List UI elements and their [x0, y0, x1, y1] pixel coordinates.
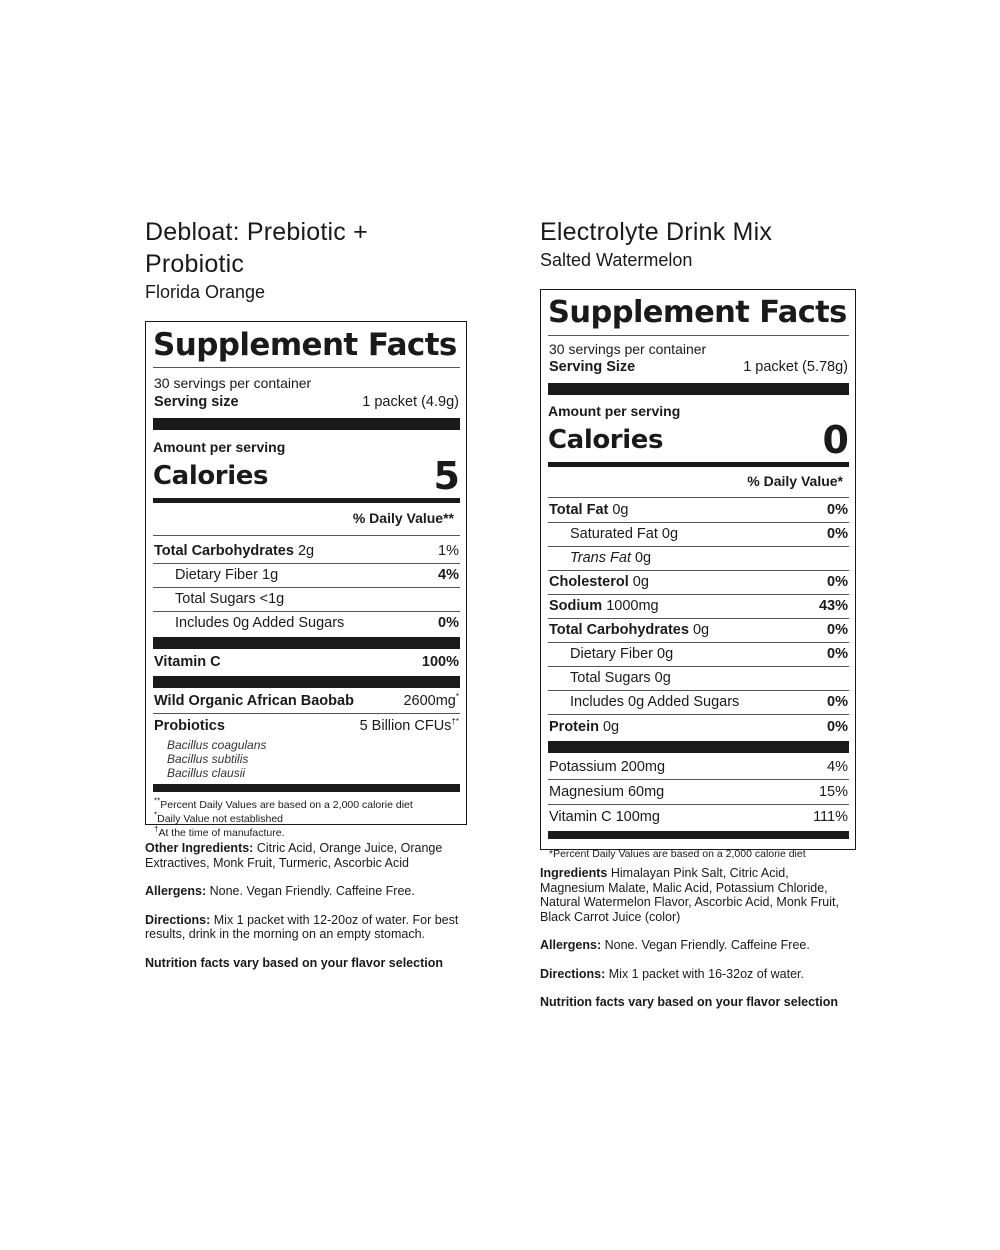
calories-label: Calories [153, 461, 269, 491]
nutrient-dv: 0% [827, 694, 848, 710]
calories-label: Calories [548, 425, 664, 455]
thick-divider [153, 637, 460, 649]
nutrient-name: Total Sugars [570, 670, 651, 686]
mineral-dv: 111% [813, 809, 848, 825]
probiotics-row [153, 715, 460, 738]
supplement-facts-title: Supplement Facts [548, 295, 847, 330]
nutrient-name: Protein [549, 719, 599, 735]
allergens [145, 884, 467, 899]
servings-per-container: 30 servings per container [154, 375, 312, 391]
daily-value-header: % Daily Value** [352, 510, 454, 526]
nutrient-name: Includes 0g Added Sugars [175, 615, 345, 631]
medium-divider [153, 498, 460, 503]
thick-divider [548, 741, 849, 753]
debloat-product-column [145, 216, 467, 984]
detail-label: Allergens: [145, 884, 207, 898]
detail-text: Mix 1 packet with 16-32oz of water. [605, 966, 805, 981]
ingredient-amount: 2600mg [403, 693, 456, 709]
detail-label: Directions: [145, 912, 211, 927]
nutrient-amount: <1g [255, 591, 285, 607]
nutrient-amount: 0g [608, 502, 629, 518]
thick-divider [153, 676, 460, 688]
servings-per-container: 30 servings per container [549, 341, 707, 357]
nutrient-amount: 0g [653, 646, 674, 662]
nutrient-row [548, 716, 849, 739]
nutrient-row [548, 523, 849, 547]
footnote [153, 798, 460, 812]
thick-divider [153, 418, 460, 430]
detail-text: None. Vegan Friendly. Caffeine Free. [601, 938, 810, 952]
nutrient-name: Total Sugars [175, 591, 256, 607]
footnote-mark: †* [451, 717, 459, 727]
nutrient-name: Trans Fat [570, 550, 631, 566]
nutrient-row [153, 564, 460, 588]
nutrient-amount: 2g [293, 543, 315, 559]
serving-size-label: Serving Size [549, 359, 636, 375]
nutrient-row [548, 547, 849, 571]
nutrient-dv: 4% [438, 567, 459, 583]
detail-text: Citric Acid, Orange Juice, Orange Extractives, Monk Fruit, Turmeric, Ascorbic Acid [145, 841, 443, 870]
mineral-name: Magnesium 60mg [549, 784, 665, 800]
thick-divider [548, 831, 849, 839]
nutrient-name: Total Fat [549, 502, 609, 518]
nutrient-dv: 43% [818, 598, 848, 614]
mineral-dv: 4% [827, 759, 848, 775]
nutrient-row [548, 499, 849, 523]
calories-value: 0 [822, 418, 849, 462]
detail-label: Other Ingredients: [145, 841, 254, 855]
nutrient-row [548, 643, 849, 667]
nutrient-name: Dietary Fiber [175, 567, 258, 583]
nutrient-row [153, 588, 460, 612]
calories-row [548, 420, 849, 460]
probiotic-strain: Bacillus coagulans [167, 738, 267, 752]
serving-size-row [153, 392, 460, 412]
calories-row [153, 456, 460, 496]
nutrient-name: Total Carbohydrates [549, 622, 689, 638]
detail-label: Ingredients [540, 866, 608, 880]
detail-text: None. Vegan Friendly. Caffeine Free. [206, 884, 415, 898]
nutrient-dv: 0% [827, 526, 848, 542]
supplement-facts-panel [540, 289, 856, 860]
mineral-name: Vitamin C 100mg [549, 809, 660, 825]
footnote [153, 826, 460, 840]
ingredients [540, 866, 856, 924]
nutrient-amount: 0g [630, 550, 652, 566]
nutrient-row [548, 595, 849, 619]
ingredient-name: Wild Organic African Baobab [154, 693, 354, 709]
product-details [540, 866, 856, 1010]
serving-size-value: 1 packet (5.78g) [743, 359, 848, 375]
nutrient-amount: 0g [628, 574, 649, 590]
nutrient-row [548, 619, 849, 643]
thick-divider [153, 784, 460, 792]
nutrient-row [548, 667, 849, 691]
mineral-row [548, 755, 849, 780]
footnote-mark: * [455, 692, 459, 702]
mineral-row [548, 780, 849, 805]
nutrient-dv: 0% [827, 622, 848, 638]
baobab-row [153, 690, 460, 714]
nutrient-name: Sodium [549, 598, 603, 614]
footnote-text: At the time of manufacture. [158, 827, 285, 839]
nutrient-dv: 0% [827, 502, 848, 518]
nutrient-dv: 100% [421, 654, 459, 670]
flavor-note: Nutrition facts vary based on your flavor selection [540, 995, 838, 1009]
footnote-text: Percent Daily Values are based on a 2,000 calorie diet [160, 799, 413, 811]
nutrient-name: Vitamin C [154, 654, 221, 670]
directions [145, 913, 467, 942]
footnote: *Percent Daily Values are based on a 2,000 calorie diet [549, 848, 806, 860]
other-ingredients [145, 841, 467, 870]
amount-per-serving: Amount per serving [548, 403, 681, 419]
ingredient-amount: 5 Billion CFUs [359, 718, 452, 734]
nutrient-amount: 0g [657, 526, 679, 542]
product-title: Electrolyte Drink Mix [540, 218, 773, 246]
probiotic-strain: Bacillus subtilis [167, 752, 249, 766]
mineral-name: Potassium 200mg [549, 759, 666, 775]
serving-size-row [548, 358, 849, 377]
nutrient-name: Cholesterol [549, 574, 629, 590]
detail-text: Himalayan Pink Salt, Citric Acid, Magnesium Malate, Malic Acid, Potassium Chloride, Natural Watermelon Flavor, Ascorbic Acid, Monk Fruit, Black Carrot Juice (color) [540, 866, 839, 924]
ingredient-name: Probiotics [154, 718, 225, 734]
daily-value-header: % Daily Value* [747, 473, 843, 489]
nutrient-amount: 0g [598, 719, 620, 735]
mineral-dv: 15% [818, 784, 848, 800]
detail-label: Allergens: [540, 938, 602, 952]
detail-label: Directions: [540, 966, 606, 981]
nutrient-row [548, 691, 849, 715]
electrolyte-product-column [540, 216, 856, 1024]
serving-size-value: 1 packet (4.9g) [362, 394, 459, 410]
supplement-facts-panel [145, 321, 467, 839]
footnote [153, 812, 460, 826]
allergens [540, 938, 856, 953]
nutrient-dv: 0% [827, 719, 848, 735]
amount-per-serving: Amount per serving [153, 439, 286, 455]
calories-value: 5 [433, 454, 460, 498]
directions [540, 967, 856, 982]
nutrient-dv: 1% [438, 543, 459, 559]
vitamin-c-row [153, 651, 460, 674]
product-title: Debloat: Prebiotic + Probiotic [145, 218, 368, 278]
product-flavor: Florida Orange [145, 282, 266, 302]
product-details [145, 841, 467, 970]
probiotic-strain: Bacillus clausii [167, 766, 246, 780]
thick-divider [548, 383, 849, 395]
nutrient-amount: 0g [688, 622, 710, 638]
nutrient-name: Total Carbohydrates [154, 543, 294, 559]
detail-text: Mix 1 packet with 12-20oz of water. For best results, drink in the morning on an empty stomach. [145, 912, 459, 941]
nutrient-row [153, 612, 460, 635]
product-flavor: Salted Watermelon [540, 250, 693, 270]
footnote-text: Daily Value not established [157, 813, 284, 825]
flavor-note: Nutrition facts vary based on your flavor selection [145, 955, 443, 970]
nutrient-name: Includes 0g Added Sugars [570, 694, 740, 710]
nutrient-row [153, 540, 460, 564]
medium-divider [548, 462, 849, 467]
nutrient-dv: 0% [438, 615, 459, 631]
nutrient-row [548, 571, 849, 595]
footnote-mark: † [154, 824, 159, 834]
nutrient-dv: 0% [827, 646, 848, 662]
nutrient-name: Saturated Fat [570, 526, 658, 542]
footnote-mark: * [154, 810, 158, 820]
serving-size-label: Serving size [154, 394, 239, 410]
nutrient-name: Dietary Fiber [570, 646, 653, 662]
footnote-mark: ** [154, 796, 161, 806]
mineral-row [548, 805, 849, 829]
nutrient-amount: 1000mg [602, 598, 659, 614]
supplement-facts-title: Supplement Facts [153, 327, 457, 363]
nutrient-dv: 0% [827, 574, 848, 590]
nutrient-amount: 1g [258, 567, 279, 583]
nutrient-amount: 0g [650, 670, 671, 686]
